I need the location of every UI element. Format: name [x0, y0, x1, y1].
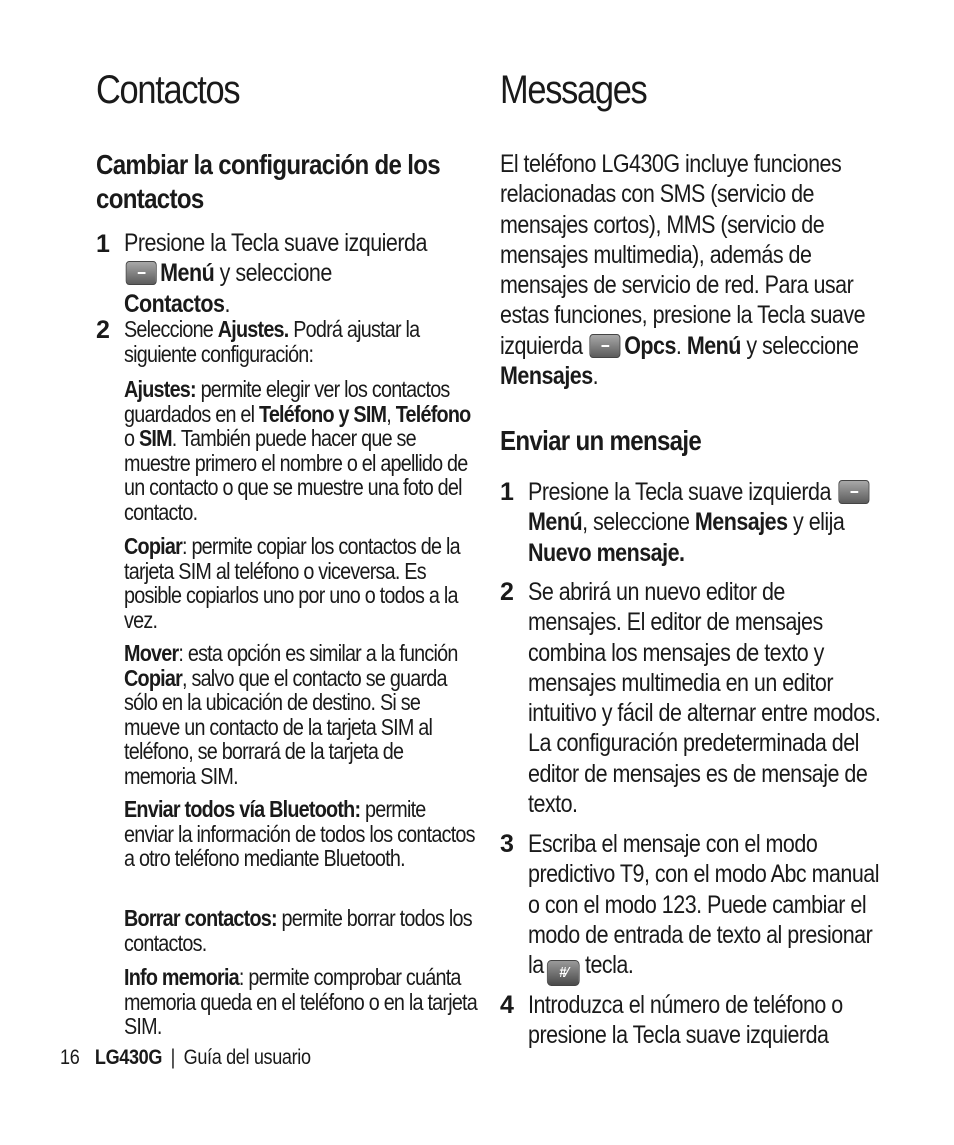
step-2-text: Seleccione Ajustes. Podrá ajustar la siguiente configuración: [124, 316, 420, 367]
messages-intro: El teléfono LG430G incluye funciones relacionadas con SMS (servicio de mensajes cortos), MMS (servicio de mensajes multimedia), además de mensajes de servicio de red. Para usar estas funciones, presione la Tecla suave izquierda Opcs. Menú y seleccione Mensajes. [500, 150, 866, 391]
option-borrar: Borrar contactos: permite borrar todos los contactos. [124, 905, 472, 956]
left-soft-key-icon [126, 261, 157, 285]
send-step-2: Se abrirá un nuevo editor de mensajes. El editor de mensajes combina los mensajes de texto y mensajes multimedia en un editor intuitivo y fácil de alternar entre modos. La configuración predeterminada del editor de mensajes es de mensaje de texto. [528, 578, 881, 819]
step-number: 2 [96, 316, 110, 344]
page-title-messages: Messages [500, 68, 647, 112]
left-soft-key-icon [838, 480, 869, 504]
step-number: 4 [500, 991, 514, 1019]
guide-name: Guía del usuario [183, 1046, 311, 1069]
page-footer [60, 1046, 311, 1070]
option-mover: Mover: esta opción es similar a la función Copiar, salvo que el contacto se guarda sólo en la ubicación de destino. Si se mueve un contacto de la tarjeta SIM al teléfono, se borrará de la tarjeta de memoria SIM. [124, 640, 458, 789]
step-number: 1 [500, 478, 514, 506]
section-title-config: Cambiar la configuración de los contactos [96, 149, 440, 214]
option-copiar: Copiar: permite copiar los contactos de la tarjeta SIM al teléfono o viceversa. Es posible copiarlos uno por uno o todos a la vez. [124, 533, 460, 633]
model-name: LG430G [94, 1046, 163, 1069]
option-info-memoria: Info memoria: permite comprobar cuánta memoria queda en el teléfono o en la tarjeta SIM. [124, 964, 478, 1040]
send-step-3: Escriba el mensaje con el modo predictivo T9, con el modo Abc manual o con el modo 123. Puede cambiar el modo de entrada de texto al presionar la #⁄ tecla. [528, 829, 882, 986]
section-title-enviar: Enviar un mensaje [500, 425, 702, 456]
page-title-contactos: Contactos [96, 68, 240, 112]
send-step-1: Presione la Tecla suave izquierda Menú, seleccione Mensajes y elija Nuevo mensaje. [528, 477, 887, 568]
step-number: 3 [500, 830, 514, 858]
step-1-text: Presione la Tecla suave izquierda Menú y seleccione Contactos. [124, 229, 427, 318]
option-bluetooth: Enviar todos vía Bluetooth: permite enviar la información de todos los contactos a otro teléfono mediante Bluetooth. [124, 796, 475, 872]
footer-separator: | [170, 1046, 176, 1069]
hash-key-icon: #⁄ [547, 960, 580, 986]
page-number: 16 [60, 1046, 80, 1069]
step-number: 2 [500, 578, 514, 606]
left-soft-key-icon [590, 334, 621, 358]
option-ajustes: Ajustes: permite elegir ver los contactos guardados en el Teléfono y SIM, Teléfono o SIM. También puede hacer que se muestre primero el nombre o el apellido de un contacto o que se muestre una foto del contacto. [124, 376, 471, 525]
step-number: 1 [96, 230, 110, 258]
send-step-4: Introduzca el número de teléfono o presione la Tecla suave izquierda [528, 991, 843, 1050]
